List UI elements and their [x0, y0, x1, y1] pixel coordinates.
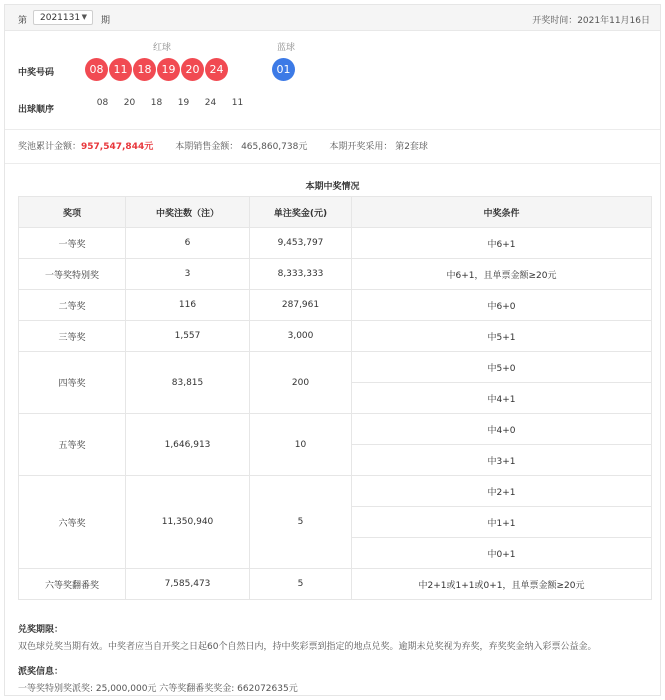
red-ball: 19 — [157, 58, 180, 81]
issue-suffix: 期 — [101, 16, 111, 26]
winning-numbers-label: 中奖号码 — [18, 68, 55, 78]
prize-cell: 四等奖 — [19, 352, 126, 414]
draw-order-number: 19 — [177, 98, 190, 108]
condition-cell: 中6+0 — [352, 290, 652, 321]
prize-cell: 二等奖 — [19, 290, 126, 321]
divider — [5, 129, 660, 130]
issue-select-value: 2021131 — [40, 13, 81, 23]
condition-cell: 中5+0 — [352, 352, 652, 383]
condition-cell: 中6+1，且单票金额≥20元 — [352, 259, 652, 290]
draw-order — [89, 98, 251, 108]
draw-order-number: 11 — [231, 98, 244, 108]
condition-cell: 中3+1 — [352, 445, 652, 476]
issue-prefix: 第 — [18, 16, 28, 26]
prize-cell: 六等奖 — [19, 476, 126, 569]
table-row — [19, 259, 652, 290]
sales-summary — [18, 139, 428, 152]
chevron-down-icon: ▼ — [81, 13, 87, 21]
count-cell: 83,815 — [126, 352, 250, 414]
count-cell: 7,585,473 — [126, 569, 250, 600]
count-cell: 116 — [126, 290, 250, 321]
amount-cell: 3,000 — [250, 321, 352, 352]
column-header: 中奖条件 — [352, 197, 652, 228]
red-ball-label: 红球 — [153, 43, 172, 53]
red-ball: 20 — [181, 58, 204, 81]
draw-order-number: 24 — [204, 98, 217, 108]
amount-cell: 9,453,797 — [250, 228, 352, 259]
amount-cell: 200 — [250, 352, 352, 414]
prize-cell: 五等奖 — [19, 414, 126, 476]
payout-title: 派奖信息： — [18, 667, 64, 677]
count-cell: 6 — [126, 228, 250, 259]
amount-cell: 10 — [250, 414, 352, 476]
red-balls — [85, 58, 229, 81]
pool-amount: 957,547,844元 — [81, 142, 154, 152]
condition-cell: 中1+1 — [352, 507, 652, 538]
amount-cell: 8,333,333 — [250, 259, 352, 290]
sales-amount: 本期销售金额： 465,860,738元 — [175, 142, 308, 152]
table-row — [19, 476, 652, 507]
ball-set: 本期开奖采用： 第2套球 — [329, 142, 428, 152]
count-cell: 11,350,940 — [126, 476, 250, 569]
condition-cell: 中2+1 — [352, 476, 652, 507]
payout-text: 一等奖特别奖派奖: 25,000,000元 六等奖翻番奖奖金: 662072635元 — [18, 684, 298, 694]
prize-table — [18, 196, 652, 600]
draw-order-number: 18 — [150, 98, 163, 108]
amount-cell: 287,961 — [250, 290, 352, 321]
column-header: 奖项 — [19, 197, 126, 228]
column-header: 中奖注数（注） — [126, 197, 250, 228]
draw-order-number: 20 — [123, 98, 136, 108]
condition-cell: 中6+1 — [352, 228, 652, 259]
condition-cell: 中2+1或1+1或0+1，且单票金额≥20元 — [352, 569, 652, 600]
table-row — [19, 321, 652, 352]
count-cell: 1,646,913 — [126, 414, 250, 476]
prize-cell: 六等奖翻番奖 — [19, 569, 126, 600]
table-row — [19, 290, 652, 321]
column-header: 单注奖金(元) — [250, 197, 352, 228]
blue-ball: 01 — [272, 58, 295, 81]
table-row — [19, 569, 652, 600]
blue-ball-label: 蓝球 — [277, 43, 296, 53]
red-ball: 18 — [133, 58, 156, 81]
issue-select[interactable] — [33, 10, 93, 25]
notes-section — [18, 622, 658, 694]
red-ball: 08 — [85, 58, 108, 81]
prize-cell: 一等奖特别奖 — [19, 259, 126, 290]
count-cell: 1,557 — [126, 321, 250, 352]
amount-cell: 5 — [250, 476, 352, 569]
condition-cell: 中4+1 — [352, 383, 652, 414]
condition-cell: 中4+0 — [352, 414, 652, 445]
condition-cell: 中0+1 — [352, 538, 652, 569]
prize-cell: 一等奖 — [19, 228, 126, 259]
prize-table-title: 本期中奖情况 — [305, 182, 360, 192]
red-ball: 11 — [109, 58, 132, 81]
divider — [5, 163, 660, 164]
lottery-result-panel — [4, 4, 661, 696]
pool-label: 奖池累计金额： — [18, 142, 82, 152]
table-row — [19, 228, 652, 259]
prize-cell: 三等奖 — [19, 321, 126, 352]
amount-cell: 5 — [250, 569, 352, 600]
issue-bar — [5, 5, 660, 31]
condition-cell: 中5+1 — [352, 321, 652, 352]
table-row — [19, 414, 652, 445]
expiry-title: 兑奖期限： — [18, 625, 64, 635]
expiry-text: 双色球兑奖当期有效。中奖者应当自开奖之日起60个自然日内，持中奖彩票到指定的地点兑奖。逾期未兑奖视为弃奖，弃奖奖金纳入彩票公益金。 — [18, 642, 597, 652]
table-header-row — [19, 197, 652, 228]
table-row — [19, 352, 652, 383]
draw-order-label: 出球顺序 — [18, 105, 55, 115]
draw-date: 开奖时间：2021年11月16日 — [532, 16, 650, 26]
count-cell: 3 — [126, 259, 250, 290]
draw-order-number: 08 — [96, 98, 109, 108]
red-ball: 24 — [205, 58, 228, 81]
